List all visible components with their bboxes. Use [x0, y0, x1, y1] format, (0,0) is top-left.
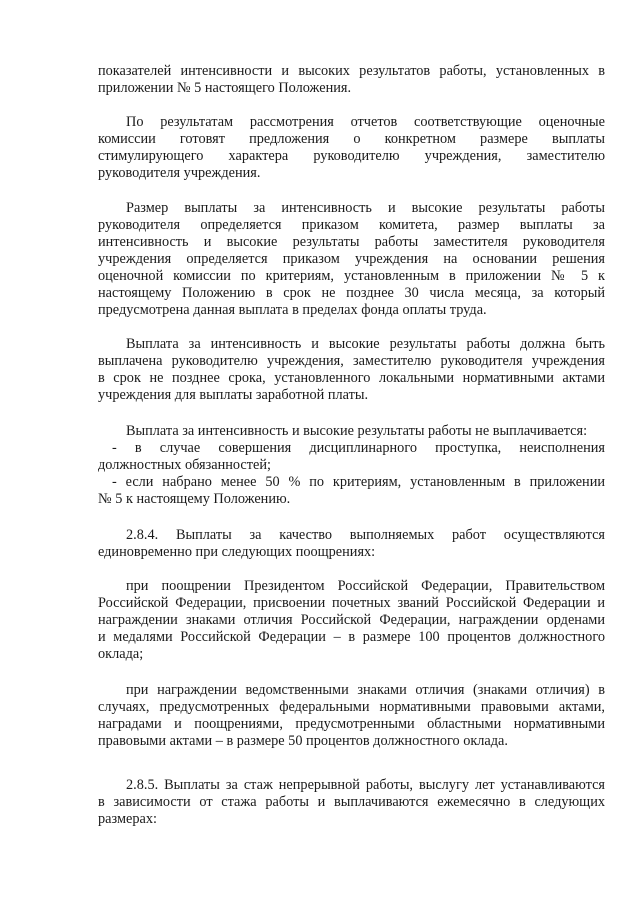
text-line: - в случае совершения дисциплинарного проступка, неисполнения	[112, 440, 605, 456]
text-line: в зависимости от стажа работы и выплачиваются ежемесячно в следующих	[98, 794, 605, 810]
paragraph-payment-size	[98, 200, 605, 319]
text-line: настоящему Положению в срок не позднее 30 числа месяца, за который	[98, 285, 605, 301]
text-line: По результатам рассмотрения отчетов соответствующие оценочные	[126, 114, 605, 130]
paragraph-payment-deadline	[98, 336, 605, 404]
text-line: предусмотрена данная выплата в пределах фонда оплаты труда.	[98, 302, 487, 318]
paragraph-section-2-8-4	[98, 527, 605, 561]
text-line: Размер выплаты за интенсивность и высокие результаты работы	[126, 200, 605, 216]
text-line: № 5 к настоящему Положению.	[98, 491, 291, 507]
text-line: 2.8.5. Выплаты за стаж непрерывной работы, выслугу лет устанавливаются	[126, 777, 605, 793]
text-line: наградами и поощрениями, предусмотренными областными нормативными	[98, 716, 605, 732]
text-line: руководителя определяется приказом комитета, размер выплаты за	[98, 217, 605, 233]
text-line: учреждения для выплаты заработной платы.	[98, 387, 369, 403]
text-line: приложении № 5 настоящего Положения.	[98, 80, 352, 96]
text-line: правовыми актами – в размере 50 процентов должностного оклада.	[98, 733, 508, 749]
text-line: учреждения определяется приказом учреждения на основании решения	[98, 251, 605, 267]
text-line: единовременно при следующих поощрениях:	[98, 544, 376, 560]
text-line: Выплата за интенсивность и высокие результаты работы должна быть	[126, 336, 605, 352]
text-line: размерах:	[98, 811, 157, 827]
text-line: должностных обязанностей;	[98, 457, 271, 473]
text-line: Выплата за интенсивность и высокие результаты работы не выплачивается:	[126, 423, 588, 439]
paragraph-commission-proposals	[98, 114, 605, 182]
text-line: показателей интенсивности и высоких результатов работы, установленных в	[98, 63, 605, 79]
text-line: выплачена руководителю учреждения, заместителю руководителя учреждения	[98, 353, 605, 369]
text-line: оклада;	[98, 646, 144, 662]
text-line: при награждении ведомственными знаками отличия (знаками отличия) в	[126, 682, 605, 698]
paragraph-departmental-awards	[98, 682, 605, 750]
text-line: и медалями Российской Федерации – в размере 100 процентов должностного	[98, 629, 605, 645]
text-line: в срок не позднее срока, установленного локальными нормативными актами	[98, 370, 605, 386]
paragraph-payment-exclusions	[98, 423, 605, 508]
text-line: комиссии готовят предложения о конкретном размере выплаты	[98, 131, 605, 147]
paragraph-federal-awards	[98, 578, 605, 663]
text-line: руководителя учреждения.	[98, 165, 261, 181]
text-line: стимулирующего характера руководителю учреждения, заместителю	[98, 148, 605, 164]
text-line: 2.8.4. Выплаты за качество выполняемых работ осуществляются	[126, 527, 605, 543]
text-line: интенсивность и высокие результаты работы заместителя руководителя	[98, 234, 605, 250]
text-line: при поощрении Президентом Российской Федерации, Правительством	[126, 578, 605, 594]
text-line: - если набрано менее 50 % по критериям, установленным в приложении	[112, 474, 605, 490]
paragraph-indicators-continuation	[98, 63, 605, 97]
text-line: Российской Федерации, присвоении почетных званий Российской Федерации и	[98, 595, 605, 611]
paragraph-section-2-8-5	[98, 777, 605, 828]
text-line: случаях, предусмотренных федеральными нормативными правовыми актами,	[98, 699, 605, 715]
text-line: награждении знаками отличия Российской Федерации, награждении орденами	[98, 612, 605, 628]
text-line: оценочной комиссии по критериям, установленным в приложении № 5 к	[98, 268, 605, 284]
